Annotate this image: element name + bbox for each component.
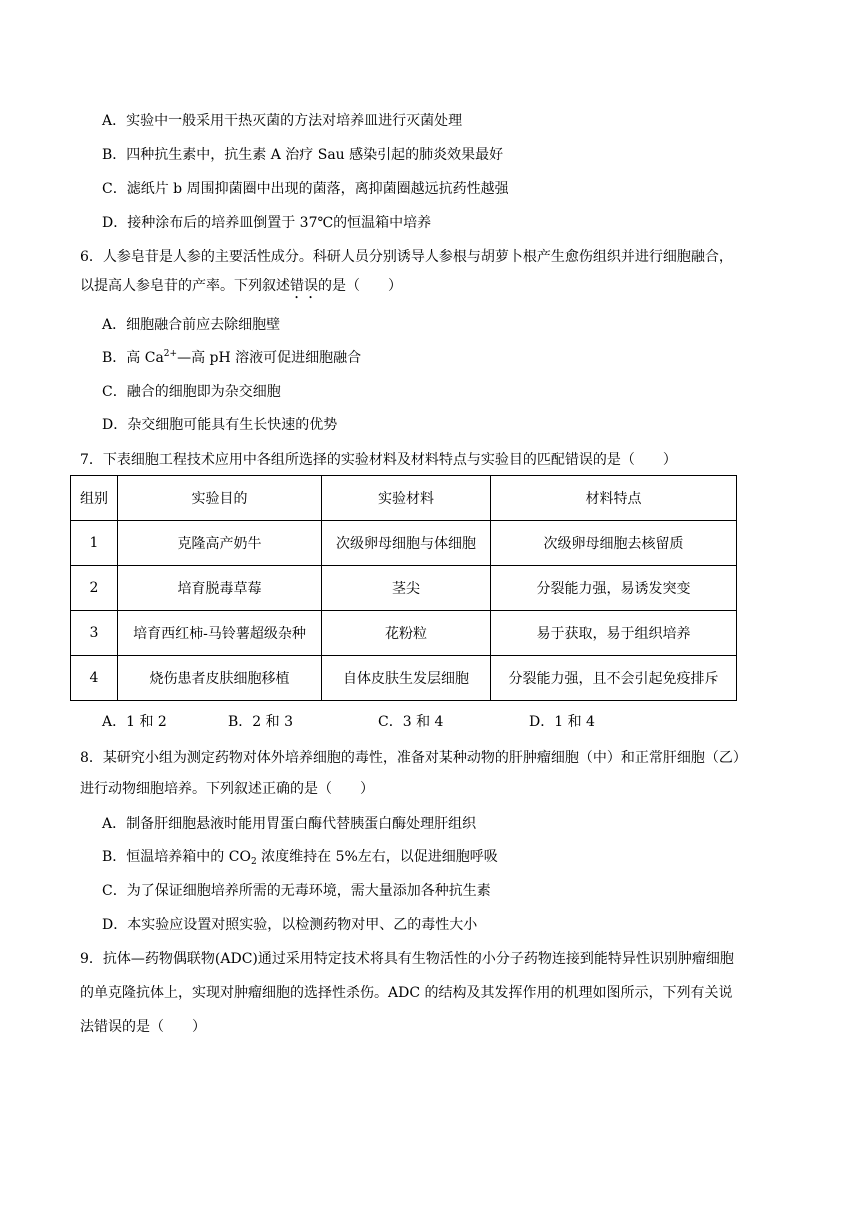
q5-option-d: D．接种涂布后的培养皿倒置于 37℃的恒温箱中培养 xyxy=(102,215,432,231)
table-header-cell: 组别 xyxy=(71,476,118,521)
q8-stem-line2: 进行动物细胞培养。下列叙述正确的是（ ） xyxy=(80,781,374,797)
q5-option-b: B．四种抗生素中，抗生素 A 治疗 Sau 感染引起的肺炎效果最好 xyxy=(102,147,504,163)
q6-option-d: D．杂交细胞可能具有生长快速的优势 xyxy=(102,417,338,433)
q8-option-c: C．为了保证细胞培养所需的无毒环境，需大量添加各种抗生素 xyxy=(102,883,491,899)
table-header-row xyxy=(71,476,737,521)
q8-stem-line1: 8．某研究小组为测定药物对体外培养细胞的毒性，准备对某种动物的肝肿瘤细胞（中）和正常肝细胞（乙） xyxy=(80,750,747,766)
q7-answer-a: A．1 和 2 xyxy=(102,714,167,730)
table-cell: 易于获取，易于组织培养 xyxy=(491,611,737,656)
q8-option-b-post: 浓度维持在 5%左右，以促进细胞呼吸 xyxy=(256,849,498,865)
q5-option-a: A．实验中一般采用干热灭菌的方法对培养皿进行灭菌处理 xyxy=(102,113,463,129)
q6-stem-pre: 以提高人参皂苷的产率。下列叙述 xyxy=(80,278,290,294)
table-row xyxy=(71,521,737,566)
q8-option-b-sub: 2 xyxy=(250,857,257,867)
table-row xyxy=(71,611,737,656)
q8-option-b xyxy=(102,847,498,867)
q9-stem-line1: 9．抗体—药物偶联物(ADC)通过采用特定技术将具有生物活性的小分子药物连接到能特异性识别肿瘤细胞 xyxy=(80,951,734,967)
table-cell: 花粉粒 xyxy=(322,611,491,656)
q9-stem-line2: 的单克隆抗体上，实现对肿瘤细胞的选择性杀伤。ADC 的结构及其发挥作用的机理如图所示，下列有关说 xyxy=(80,985,733,1001)
q6-option-b xyxy=(102,348,361,368)
table-cell: 烧伤患者皮肤细胞移植 xyxy=(118,656,322,701)
q6-option-b-post: —高 pH 溶液可促进细胞融合 xyxy=(177,350,362,366)
q8-option-b-pre: B．恒温培养箱中的 CO xyxy=(102,849,251,865)
table-cell: 4 xyxy=(71,656,118,701)
q8-option-a: A．制备肝细胞悬液时能用胃蛋白酶代替胰蛋白酶处理肝组织 xyxy=(102,816,477,832)
table-cell: 培育脱毒草莓 xyxy=(118,566,322,611)
table-cell: 3 xyxy=(71,611,118,656)
q6-stem-line2 xyxy=(80,276,402,302)
table-cell: 自体皮肤生发层细胞 xyxy=(322,656,491,701)
q6-option-b-pre: B．高 Ca xyxy=(102,350,164,366)
q8-option-d: D．本实验应设置对照实验，以检测药物对甲、乙的毒性大小 xyxy=(102,917,478,933)
table-cell: 培育西红柿-马铃薯超级杂种 xyxy=(118,611,322,656)
table-row xyxy=(71,566,737,611)
table-cell: 次级卵母细胞去核留质 xyxy=(491,521,737,566)
table-cell: 1 xyxy=(71,521,118,566)
q6-option-c: C．融合的细胞即为杂交细胞 xyxy=(102,384,281,400)
q7-table xyxy=(70,475,737,701)
table-row xyxy=(71,656,737,701)
q6-stem-line1: 6．人参皂苷是人参的主要活性成分。科研人员分别诱导人参根与胡萝卜根产生愈伤组织并进行细胞融合， xyxy=(80,249,733,265)
table-cell: 2 xyxy=(71,566,118,611)
table-cell: 次级卵母细胞与体细胞 xyxy=(322,521,491,566)
q6-option-b-sup: 2+ xyxy=(163,349,178,359)
q6-stem-post: 的是（ ） xyxy=(318,278,402,294)
q7-stem: 7．下表细胞工程技术应用中各组所选择的实验材料及材料特点与实验目的匹配错误的是（ ） xyxy=(80,452,677,468)
table-header-cell: 材料特点 xyxy=(491,476,737,521)
table-cell: 克隆高产奶牛 xyxy=(118,521,322,566)
table-cell: 茎尖 xyxy=(322,566,491,611)
table-header-cell: 实验目的 xyxy=(118,476,322,521)
q9-stem-line3: 法错误的是（ ） xyxy=(80,1019,206,1035)
q5-option-c: C．滤纸片 b 周围抑菌圈中出现的菌落，离抑菌圈越远抗药性越强 xyxy=(102,181,509,197)
table-cell: 分裂能力强，易诱发突变 xyxy=(491,566,737,611)
q6-option-a: A．细胞融合前应去除细胞壁 xyxy=(102,317,281,333)
table-cell: 分裂能力强，且不会引起免疫排斥 xyxy=(491,656,737,701)
q7-answer-c: C．3 和 4 xyxy=(378,714,444,730)
q6-stem-emphasis: 错误 xyxy=(290,278,318,294)
q7-answer-b: B．2 和 3 xyxy=(228,714,294,730)
q7-answer-d: D．1 和 4 xyxy=(529,714,595,730)
table-header-cell: 实验材料 xyxy=(322,476,491,521)
